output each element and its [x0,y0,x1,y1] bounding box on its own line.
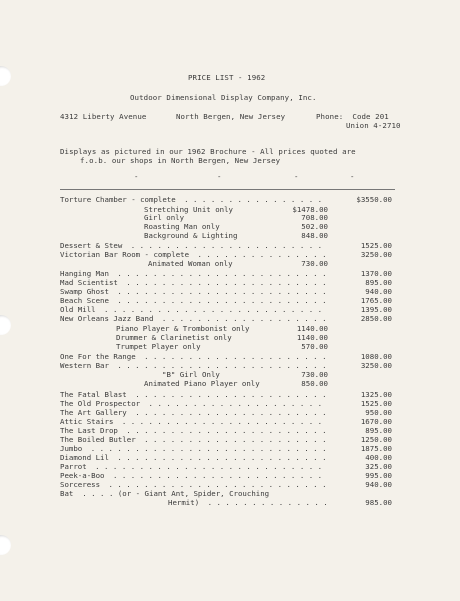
item-price: 1875.00 [360,444,392,453]
item-label: Sorceress [60,480,101,489]
item-price: 1525.00 [360,241,392,250]
item-label: Trumpet Player only [116,342,201,351]
company-name: Outdoor Dimensional Display Company, Inc. [130,93,317,102]
punch-hole [0,66,11,86]
item-label: Animated Piano Player only [144,379,260,388]
dot-leader: . . . . . . . . . . . . . . . . . . . . . [139,435,327,444]
phone: Phone: Code 201 [316,112,389,121]
dot-leader: . . . . . . . . . . . . . . . . . . . . . . . . [112,453,327,462]
page-title: PRICE LIST - 1962 [188,73,266,82]
intro-line-2: f.o.b. our shops in North Bergen, New Jersey [80,156,281,165]
dot-leader: . . . . . . . . . . . . . . . . [179,195,323,204]
item-subprice: 850.00 [301,379,328,388]
item-price: 1250.00 [360,435,392,444]
item-price: 940.00 [365,480,392,489]
item-label: The Old Prospector [60,399,141,408]
item-label: Swamp Ghost [60,287,109,296]
item-label: Drummer & Clarinetist only [116,333,232,342]
address: 4312 Liberty Avenue [60,112,147,121]
item-price: 325.00 [365,462,392,471]
separator-dash: - [217,172,222,181]
item-label: New Orleans Jazz Band [60,314,154,323]
dot-leader: . . . . . . . . . . . . . . . . . . . [157,314,327,323]
item-price: 400.00 [365,453,392,462]
item-subprice: 708.00 [301,213,328,222]
item-label: Dessert & Stew [60,241,123,250]
item-label: Girl only [144,213,185,222]
dot-leader: . . . . . . . . . . . . . . . . . . . . . . . . . . [90,462,323,471]
separator-dash: - [350,172,355,181]
item-price: 1370.00 [360,269,392,278]
item-price: $3550.00 [356,195,392,204]
item-label: Mad Scientist [60,278,118,287]
item-label: Victorian Bar Room - complete [60,250,190,259]
dot-leader: . . . . . . . . . . . . . . . . . . . . . . . . [112,287,327,296]
item-label: Animated Woman only [148,259,233,268]
dot-leader: . . . . . . . . . . . . . . . . . . . . [144,399,323,408]
item-price: 985.00 [365,498,392,507]
item-price: 3250.00 [360,250,392,259]
item-subprice: 1140.00 [296,333,328,342]
item-price: 940.00 [365,287,392,296]
item-label: Beach Scene [60,296,109,305]
item-price: 950.00 [365,408,392,417]
intro-line-1: Displays as pictured in our 1962 Brochure - All prices quoted are [60,147,356,156]
dot-leader: . . . . . . . . . . . . . . . . . . . . . . . . . [104,480,327,489]
separator-rule [60,189,395,190]
item-label: Torture Chamber - complete [60,195,176,204]
item-label: Hermit) [168,498,200,507]
item-label: Roasting Man only [144,222,220,231]
item-price: 895.00 [365,278,392,287]
dot-leader: . . . . . . . . . . . . . . . . . . . . . . . [117,417,323,426]
item-subprice: 570.00 [301,342,328,351]
item-label: Western Bar [60,361,109,370]
dot-leader: . . . . . . . . . . . . . . . . . . . . . . . . [108,471,323,480]
punch-hole [0,535,11,555]
item-subprice: 848.00 [301,231,328,240]
item-subprice: 502.00 [301,222,328,231]
item-label: "B" Girl Only [162,370,220,379]
item-label: Diamond Lil [60,453,109,462]
item-price: 1670.00 [360,417,392,426]
item-label: The Art Gallery [60,408,127,417]
item-label: Attic Stairs [60,417,114,426]
item-price: 3250.00 [360,361,392,370]
item-price: 1395.00 [360,305,392,314]
item-label: Peek-a-Boo [60,471,105,480]
item-label: Piano Player & Trombonist only [116,324,250,333]
item-label: Hanging Man [60,269,109,278]
item-label: The Boiled Butler [60,435,136,444]
item-price: 895.00 [365,426,392,435]
dot-leader: . . . . . . . . . . . . . . . . . . . . . . . [121,426,327,435]
item-label: One For the Range [60,352,136,361]
dot-leader: . . . . . . . . . . . . . . . . . . . . . . . [121,278,327,287]
item-label: Stretching Unit only [144,205,233,214]
item-subprice: $1478.00 [292,205,328,214]
item-label: The Last Drop [60,426,118,435]
item-price: 995.00 [365,471,392,480]
item-label: Old Mill [60,305,96,314]
item-price: 2850.00 [360,314,392,323]
separator-dash: - [134,172,139,181]
dot-leader: . . . . . . . . . . . . . . . . . . . . . . . . [112,296,327,305]
item-label: Parrot [60,462,87,471]
dot-leader: . . . . . . . . . . . . . . [203,498,328,507]
item-price: 1325.00 [360,390,392,399]
item-subprice: 1140.00 [296,324,328,333]
dot-leader: . . . . . . . . . . . . . . . . . . . . . . . . . [99,305,323,314]
dot-leader: . . . . . . . . . . . . . . . . . . . . . . [126,241,323,250]
dot-leader: . . . . . . . . . . . . . . . [193,250,327,259]
item-price: 1525.00 [360,399,392,408]
dot-leader: . . . . . . . . . . . . . . . . . . . . . . [130,390,327,399]
item-price: 1080.00 [360,352,392,361]
item-label: Jumbo [60,444,83,453]
separator-dash: - [294,172,299,181]
item-price: 1765.00 [360,296,392,305]
phone-exchange: Union 4-2710 [346,121,401,130]
dot-leader: . . . . . . . . . . . . . . . . . . . . . . . . [112,361,327,370]
city: North Bergen, New Jersey [176,112,286,121]
dot-leader: . . . . . . . . . . . . . . . . . . . . . [139,352,327,361]
item-label: Bat . . . . (or - Giant Ant, Spider, Crouching [60,489,270,498]
dot-leader: . . . . . . . . . . . . . . . . . . . . . . [130,408,327,417]
item-subprice: 730.00 [301,259,328,268]
item-subprice: 730.00 [301,370,328,379]
item-label: The Fatal Blast [60,390,127,399]
dot-leader: . . . . . . . . . . . . . . . . . . . . . . . . . . . [86,444,327,453]
item-label: Background & Lighting [144,231,238,240]
punch-hole [0,315,11,335]
dot-leader: . . . . . . . . . . . . . . . . . . . . . . . . [112,269,327,278]
